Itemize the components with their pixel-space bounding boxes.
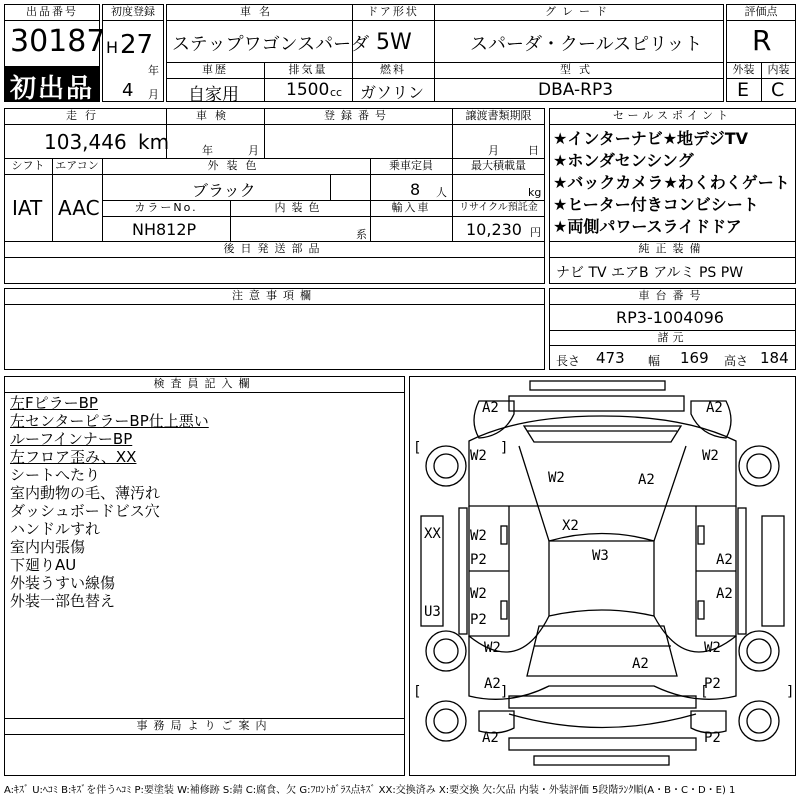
recycle-deposit: 10,230 bbox=[466, 220, 522, 239]
capacity-unit: 人 bbox=[436, 186, 447, 199]
exterior-score: E bbox=[737, 79, 750, 101]
inspector-note: ルーフインナーBP bbox=[10, 430, 133, 448]
int-color-unit: 系 bbox=[356, 228, 367, 241]
damage-code: W2 bbox=[470, 528, 487, 544]
inspector-note: ダッシュボードビス穴 bbox=[10, 502, 160, 520]
exterior-label: 外装 bbox=[732, 63, 755, 76]
damage-code: P2 bbox=[470, 612, 487, 628]
diagram-mark: [ bbox=[700, 684, 709, 700]
damage-code: X2 bbox=[562, 518, 579, 534]
damage-code: P2 bbox=[704, 730, 721, 746]
interior-score: C bbox=[771, 79, 785, 101]
sales-points-list bbox=[553, 128, 790, 238]
model-code: DBA-RP3 bbox=[538, 80, 614, 100]
inspector-note: 左FピラーBP bbox=[10, 394, 98, 412]
era: H bbox=[106, 38, 119, 57]
office-label: 事務局よりご案内 bbox=[136, 719, 273, 732]
score: R bbox=[752, 24, 772, 57]
color-no-label: カラーNo. bbox=[134, 201, 198, 214]
displacement-label: 排気量 bbox=[288, 63, 328, 76]
damage-code: U3 bbox=[424, 604, 441, 620]
door-label: ドア形状 bbox=[367, 5, 419, 18]
damage-code: XX bbox=[424, 526, 441, 542]
inspector-note: 外装うすい線傷 bbox=[10, 574, 116, 592]
inspection-year-unit: 年 bbox=[202, 144, 213, 157]
ac: AAC bbox=[58, 196, 100, 220]
mileage-unit: km bbox=[138, 130, 170, 154]
year-unit: 年 bbox=[148, 64, 159, 77]
car-diagram bbox=[409, 376, 796, 776]
sales-point: ★ヒーター付きコンビシート bbox=[553, 195, 759, 214]
damage-code: W3 bbox=[592, 548, 609, 564]
month-unit: 月 bbox=[148, 88, 159, 101]
length-label: 長さ bbox=[556, 354, 581, 368]
height: 184 bbox=[760, 349, 789, 367]
length: 473 bbox=[596, 349, 625, 367]
shift-label: シフト bbox=[11, 159, 45, 172]
height-label: 高さ bbox=[724, 354, 749, 368]
sales-point: ★インターナビ★地デジTV bbox=[553, 129, 749, 148]
lot-number: 30187 bbox=[10, 24, 106, 59]
model-label: 型式 bbox=[560, 63, 598, 76]
damage-code: W2 bbox=[702, 448, 719, 464]
color-no: NH812P bbox=[132, 220, 197, 239]
displacement: 1500 bbox=[286, 80, 330, 100]
shift: IAT bbox=[12, 196, 43, 220]
damage-code: W2 bbox=[484, 640, 501, 656]
sales-point: ★ホンダセンシング bbox=[553, 151, 694, 170]
inspector-note: 下廻りAU bbox=[10, 556, 77, 574]
displacement-unit: cc bbox=[330, 86, 343, 99]
damage-code: A2 bbox=[482, 730, 499, 746]
history: 自家用 bbox=[188, 85, 239, 105]
reg-no-label: 登録番号 bbox=[324, 109, 392, 122]
first-listing-label: 初出品 bbox=[10, 74, 95, 104]
inspector-notes bbox=[10, 394, 400, 610]
width-label: 幅 bbox=[648, 354, 661, 368]
chassis-label: 車台番号 bbox=[638, 289, 707, 302]
interior-label: 内装 bbox=[767, 63, 790, 76]
damage-code: A2 bbox=[716, 586, 733, 602]
inspector-note: ハンドルすれ bbox=[10, 520, 101, 538]
color: ブラック bbox=[192, 181, 256, 200]
recycle-label: リサイクル預託金 bbox=[459, 202, 538, 213]
diagram-mark: ] bbox=[786, 684, 795, 700]
equipment-label: 純正装備 bbox=[638, 242, 707, 255]
legend-footer: A:ｷｽﾞ U:ﾍｺﾐ B:ｷｽﾞを伴うﾍｺﾐ P:要塗装 W:補修跡 S:錆 C:腐食、欠 G:ﾌﾛﾝﾄｶﾞﾗｽ点ｷｽﾞ XX:交換済み X:要交換 欠:欠品 内装・外装評価 5段階ﾗﾝｸ順(A・B・C・D・E) 1 bbox=[4, 785, 736, 796]
damage-code: P2 bbox=[704, 676, 721, 692]
damage-code: A2 bbox=[482, 400, 499, 416]
capacity-label: 乗車定員 bbox=[389, 159, 433, 172]
sales-points-label: セールスポイント bbox=[612, 109, 732, 122]
damage-code: A2 bbox=[638, 472, 655, 488]
damage-code: W2 bbox=[548, 470, 565, 486]
grade: スパーダ・クールスピリット bbox=[470, 34, 703, 55]
first-reg-month: 4 bbox=[122, 80, 134, 101]
inspector-note: シートへたり bbox=[10, 466, 101, 484]
damage-code: A2 bbox=[706, 400, 723, 416]
inspection-month-unit: 月 bbox=[248, 144, 259, 157]
diagram-mark: [ bbox=[413, 684, 422, 700]
diagram-mark: [ bbox=[413, 440, 422, 456]
inspector-note: 室内内張傷 bbox=[10, 538, 86, 556]
inspector-note: 左センターピラーBP仕上悪い bbox=[10, 412, 209, 430]
first-reg-year: 27 bbox=[120, 30, 154, 60]
import-label: 輸入車 bbox=[391, 201, 431, 214]
mileage-label: 走行 bbox=[66, 109, 104, 122]
car-name: ステップワゴンスパーダ bbox=[172, 34, 370, 55]
mileage: 103,446 bbox=[44, 130, 127, 154]
damage-code: A2 bbox=[716, 552, 733, 568]
lot-number-label: 出品番号 bbox=[26, 5, 78, 18]
grade-label: グレード bbox=[545, 5, 613, 18]
inspection-label: 車検 bbox=[196, 109, 234, 122]
max-load-label: 最大積載量 bbox=[471, 159, 526, 172]
sales-point: ★バックカメラ★わくわくゲート bbox=[553, 173, 790, 192]
inspector-note: 左フロア歪み、XX bbox=[10, 448, 137, 466]
damage-code: W2 bbox=[704, 640, 721, 656]
recycle-unit: 円 bbox=[530, 226, 541, 239]
max-load-unit: kg bbox=[528, 186, 542, 199]
history-label: 車歴 bbox=[202, 63, 228, 76]
chassis-number: RP3-1004096 bbox=[616, 308, 724, 327]
inspector-note: 室内動物の毛、薄汚れ bbox=[10, 484, 161, 502]
first-reg-label: 初度登録 bbox=[111, 5, 155, 18]
diagram-mark: ] bbox=[500, 684, 509, 700]
dims-label: 諸元 bbox=[657, 331, 688, 344]
capacity: 8 bbox=[410, 180, 421, 199]
int-color-label: 内装色 bbox=[274, 201, 326, 214]
damage-code: A2 bbox=[632, 656, 649, 672]
score-label: 評価点 bbox=[744, 5, 778, 18]
fuel-label: 燃料 bbox=[380, 63, 406, 76]
car-name-label: 車名 bbox=[240, 5, 278, 18]
transfer-day-unit: 日 bbox=[528, 144, 539, 157]
damage-code: A2 bbox=[484, 676, 501, 692]
transfer-month-unit: 月 bbox=[488, 144, 499, 157]
damage-code: P2 bbox=[470, 552, 487, 568]
inspector-note: 外装一部色替え bbox=[10, 592, 116, 610]
door-type: 5W bbox=[376, 30, 412, 55]
damage-code: W2 bbox=[470, 586, 487, 602]
ac-label: エアコン bbox=[55, 159, 99, 172]
width: 169 bbox=[680, 349, 709, 367]
sales-point: ★両側パワースライドドア bbox=[553, 217, 742, 236]
inspector-label: 検査員記入欄 bbox=[153, 377, 256, 390]
notes-label: 注意事項欄 bbox=[232, 289, 317, 302]
color-label: 外装色 bbox=[207, 159, 265, 172]
later-parts-label: 後日発送部品 bbox=[223, 242, 326, 255]
diagram-mark: ] bbox=[500, 440, 509, 456]
fuel: ガソリン bbox=[360, 83, 425, 102]
damage-code: W2 bbox=[470, 448, 487, 464]
equipment-list: ナビ TV エアB アルミ PS PW bbox=[556, 265, 744, 281]
transfer-docs-label: 譲渡書類期限 bbox=[465, 109, 532, 122]
